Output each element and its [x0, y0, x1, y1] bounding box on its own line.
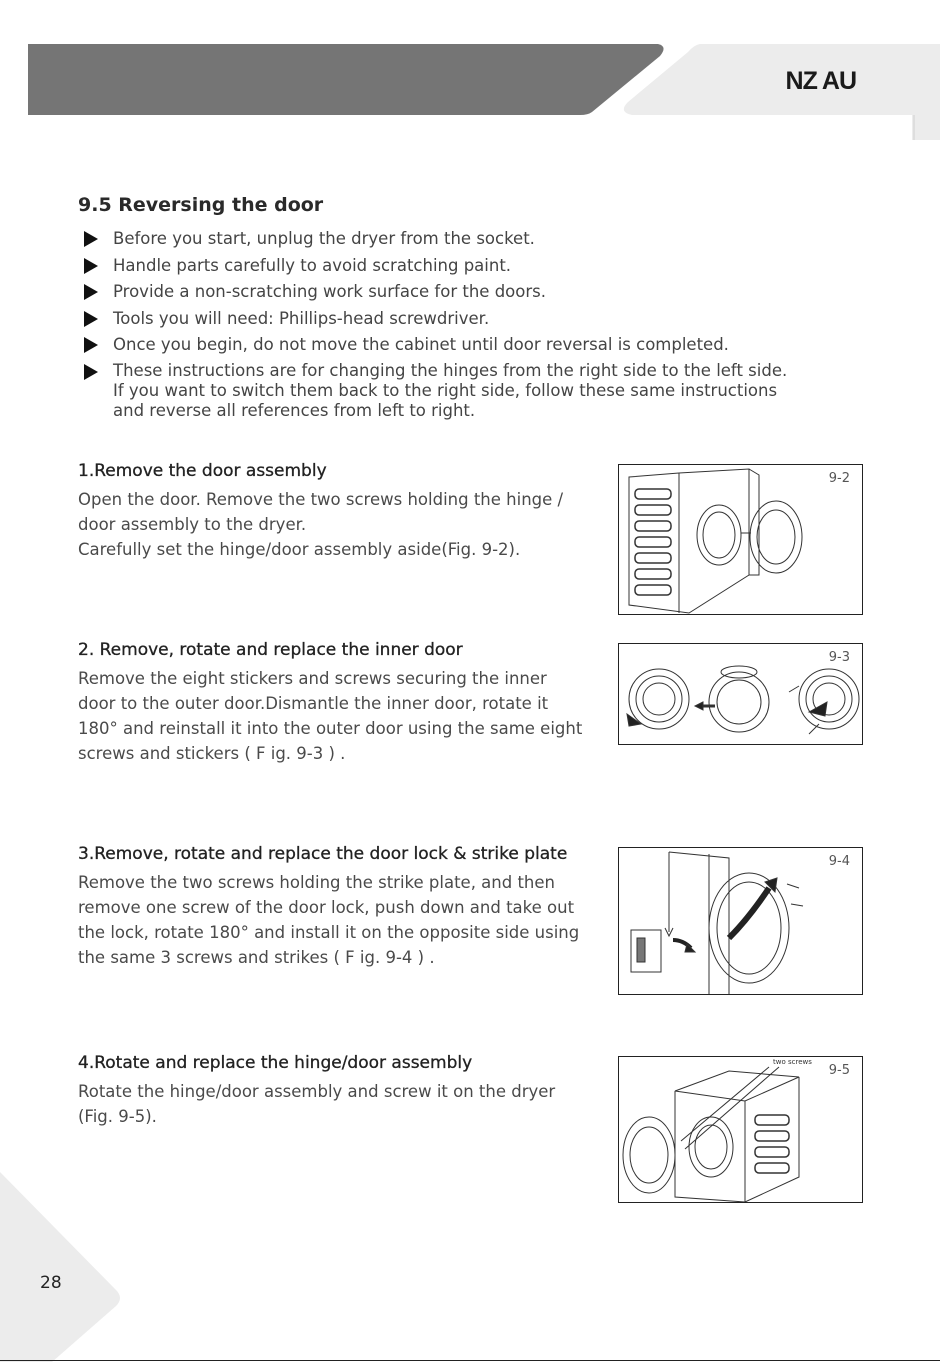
figure-label: 9-2	[828, 471, 850, 486]
door-lock-illustration	[619, 848, 862, 994]
figure-label: 9-3	[828, 650, 850, 665]
step-4-title: 4.Rotate and replace the hinge/door assembly	[78, 1053, 473, 1073]
step-2	[78, 640, 598, 766]
step-1-title: 1.Remove the door assembly	[78, 461, 327, 481]
region-label: NZ AU	[785, 67, 856, 95]
bottom-rule	[0, 1360, 940, 1361]
bullet-triangle-icon	[84, 231, 98, 247]
list-item: These instructions are for changing the hinges from the right side to the left side. If you want to switch them back to the right side, follow these same instructions and reverse all references from left to right.	[84, 361, 787, 421]
list-item: Provide a non-scratching work surface for the doors.	[84, 281, 787, 302]
list-item: Before you start, unplug the dryer from the socket.	[84, 228, 787, 249]
figure-label: 9-4	[828, 854, 850, 869]
figure-label: 9-5	[828, 1063, 850, 1078]
step-4	[78, 1053, 598, 1129]
figure-9-5	[618, 1056, 863, 1203]
list-item: Once you begin, do not move the cabinet until door reversal is completed.	[84, 334, 787, 355]
figure-9-4	[618, 847, 863, 995]
step-3-body: Remove the two screws holding the strike plate, and then remove one screw of the door lock, push down and take out the lock, rotate 180° and install it on the opposite side using the same 3 screws and strikes ( F ig. 9-4 ) .	[78, 873, 580, 967]
section-title: 9.5 Reversing the door	[78, 194, 324, 216]
step-2-body: Remove the eight stickers and screws securing the inner door to the outer door.Dismantle the inner door, rotate it 180° and reinstall it into the outer door using the same eight screws and stickers ( F ig. 9-3 ) .	[78, 669, 583, 763]
bullet-triangle-icon	[84, 311, 98, 327]
figure-9-3	[618, 643, 863, 745]
page-number: 28	[40, 1273, 62, 1293]
dryer-open-door-illustration	[619, 465, 862, 614]
step-3	[78, 844, 598, 970]
page-corner-band	[0, 1162, 140, 1362]
figure-9-2	[618, 464, 863, 615]
step-1-body: Open the door. Remove the two screws holding the hinge / door assembly to the dryer. Carefully set the hinge/door assembly aside(Fig. 9-2).	[78, 490, 564, 559]
step-2-title: 2. Remove, rotate and replace the inner door	[78, 640, 463, 660]
dryer-hinge-illustration	[619, 1057, 862, 1202]
bullet-triangle-icon	[84, 284, 98, 300]
step-3-title: 3.Remove, rotate and replace the door lock & strike plate	[78, 844, 568, 864]
callout-label: two screws	[773, 1058, 812, 1066]
list-item: Handle parts carefully to avoid scratching paint.	[84, 255, 787, 276]
inner-door-rotation-illustration	[619, 644, 862, 744]
precaution-list	[84, 228, 787, 427]
step-4-body: Rotate the hinge/door assembly and screw it on the dryer (Fig. 9-5).	[78, 1082, 556, 1126]
step-1	[78, 461, 598, 562]
bullet-triangle-icon	[84, 258, 98, 274]
list-item: Tools you will need: Phillips-head screwdriver.	[84, 308, 787, 329]
bullet-triangle-icon	[84, 364, 98, 380]
bullet-triangle-icon	[84, 337, 98, 353]
